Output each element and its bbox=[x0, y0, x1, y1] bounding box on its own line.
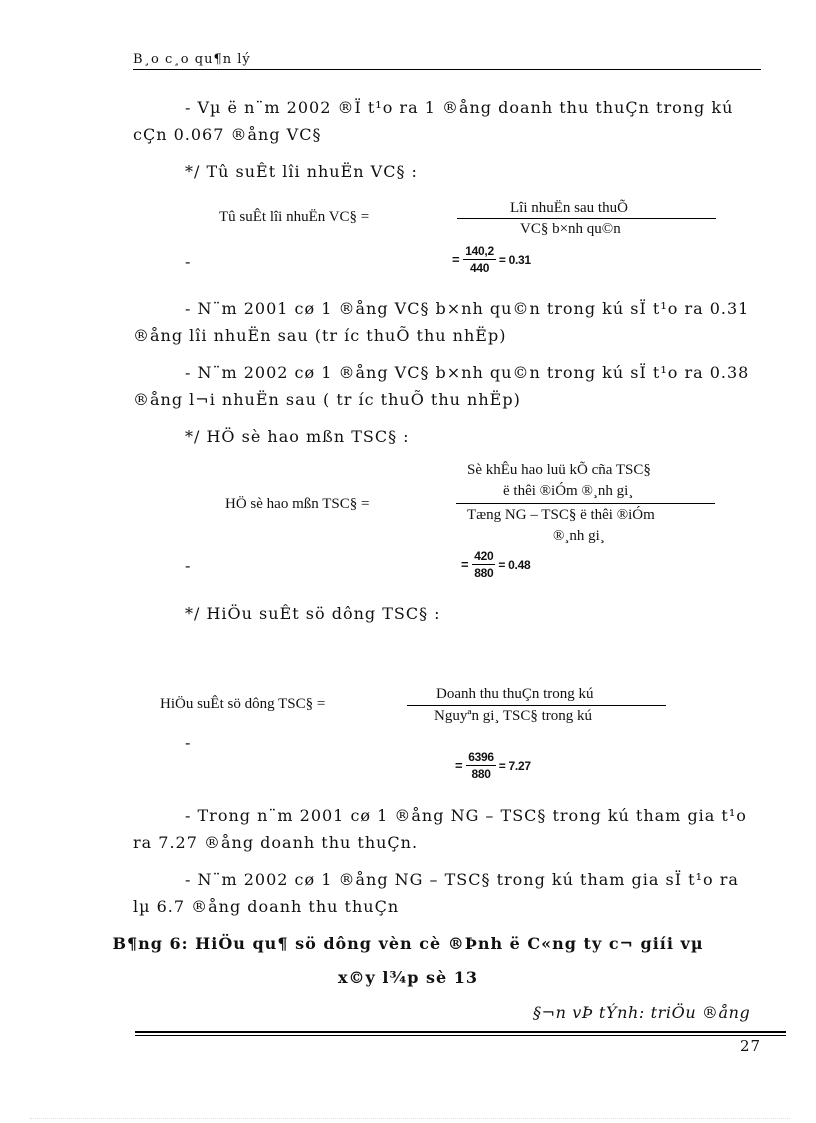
equals-sign: = bbox=[452, 252, 460, 267]
section-heading: */ Tû suÊt lîi nhuËn VC§ : bbox=[185, 162, 418, 181]
bottom-border bbox=[30, 1118, 790, 1119]
formula-numerator: ë thêi ®iÓm ®¸nh gi¸ bbox=[503, 483, 634, 499]
paragraph-line: ra 7.27 ®ång doanh thu thuÇn. bbox=[133, 833, 419, 852]
formula-calculation bbox=[455, 750, 531, 781]
unit-note: §¬n vÞ tÝnh: triÖu ®ång bbox=[533, 1003, 751, 1022]
header-rule bbox=[133, 69, 761, 70]
calc-denominator: 880 bbox=[471, 767, 491, 781]
formula-numerator: Lîi nhuËn sau thuÕ bbox=[510, 200, 628, 216]
paragraph-line: - N¨m 2001 cø 1 ®ång VC§ b×nh qu©n trong kú sÏ t¹o ra 0.31 bbox=[185, 299, 750, 318]
footer-rule bbox=[135, 1031, 786, 1033]
paragraph-line: - Vµ ë n¨m 2002 ®Ï t¹o ra 1 ®ång doanh thu thuÇn trong kú bbox=[185, 98, 734, 117]
table-caption: B¶ng 6: HiÖu qu¶ sö dông vèn cè ®Þnh ë C«ng ty c¬ giíi vµ bbox=[112, 934, 704, 953]
calc-fraction bbox=[472, 549, 495, 580]
calc-numerator: 140,2 bbox=[465, 244, 494, 258]
calc-result: = 0.31 bbox=[498, 252, 531, 267]
paragraph-line: - N¨m 2002 cø 1 ®ång NG – TSC§ trong kú tham gia sÏ t¹o ra bbox=[185, 870, 739, 889]
formula-denominator: VC§ b×nh qu©n bbox=[520, 221, 621, 237]
running-header: B¸o c¸o qu¶n lý bbox=[133, 52, 251, 67]
fraction-bar bbox=[407, 705, 666, 706]
paragraph-line: - N¨m 2002 cø 1 ®ång VC§ b×nh qu©n trong kú sÏ t¹o ra 0.38 bbox=[185, 363, 750, 382]
calc-denominator: 440 bbox=[470, 261, 490, 275]
calc-fraction bbox=[466, 750, 496, 781]
table-caption: x©y l¾p sè 13 bbox=[338, 968, 478, 987]
calc-result: = 0.48 bbox=[498, 557, 531, 572]
section-heading: */ HÖ sè hao mßn TSC§ : bbox=[185, 427, 410, 446]
fraction-bar bbox=[457, 218, 716, 219]
formula-calculation bbox=[461, 549, 530, 580]
fraction-bar bbox=[456, 503, 715, 504]
dash: - bbox=[185, 556, 192, 575]
calc-numerator: 420 bbox=[474, 549, 494, 563]
equals-sign: = bbox=[455, 758, 463, 773]
formula-lhs: HiÖu suÊt sö dông TSC§ = bbox=[160, 696, 326, 712]
paragraph-line: ®ång l¬i nhuËn sau ( tr íc thuÕ thu nhËp) bbox=[133, 390, 521, 409]
section-heading: */ HiÖu suÊt sö dông TSC§ : bbox=[185, 604, 441, 623]
formula-denominator: ®¸nh gi¸ bbox=[553, 528, 605, 544]
paragraph-line: lµ 6.7 ®ång doanh thu thuÇn bbox=[133, 897, 400, 916]
footer-rule-thin bbox=[135, 1035, 786, 1036]
formula-lhs: Tû suÊt lîi nhuËn VC§ = bbox=[219, 209, 370, 225]
paragraph-line: cÇn 0.067 ®ång VC§ bbox=[133, 125, 322, 144]
dash: - bbox=[185, 252, 192, 271]
calc-numerator: 6396 bbox=[468, 750, 494, 764]
calc-result: = 7.27 bbox=[498, 758, 531, 773]
formula-denominator: Nguyªn gi¸ TSC§ trong kú bbox=[434, 708, 593, 724]
formula-calculation bbox=[452, 244, 531, 275]
paragraph-line: ®ång lîi nhuËn sau (tr íc thuÕ thu nhËp) bbox=[133, 326, 507, 345]
formula-numerator: Sè khÊu hao luü kÕ cña TSC§ bbox=[467, 462, 651, 478]
calc-fraction bbox=[463, 244, 496, 275]
formula-denominator: Tæng NG – TSC§ ë thêi ®iÓm bbox=[467, 507, 655, 523]
page-number: 27 bbox=[740, 1037, 762, 1055]
dash: - bbox=[185, 733, 192, 752]
equals-sign: = bbox=[461, 557, 469, 572]
calc-denominator: 880 bbox=[474, 566, 494, 580]
paragraph-line: - Trong n¨m 2001 cø 1 ®ång NG – TSC§ trong kú tham gia t¹o bbox=[185, 806, 747, 825]
formula-lhs: HÖ sè hao mßn TSC§ = bbox=[225, 496, 370, 512]
formula-numerator: Doanh thu thuÇn trong kú bbox=[436, 686, 594, 702]
